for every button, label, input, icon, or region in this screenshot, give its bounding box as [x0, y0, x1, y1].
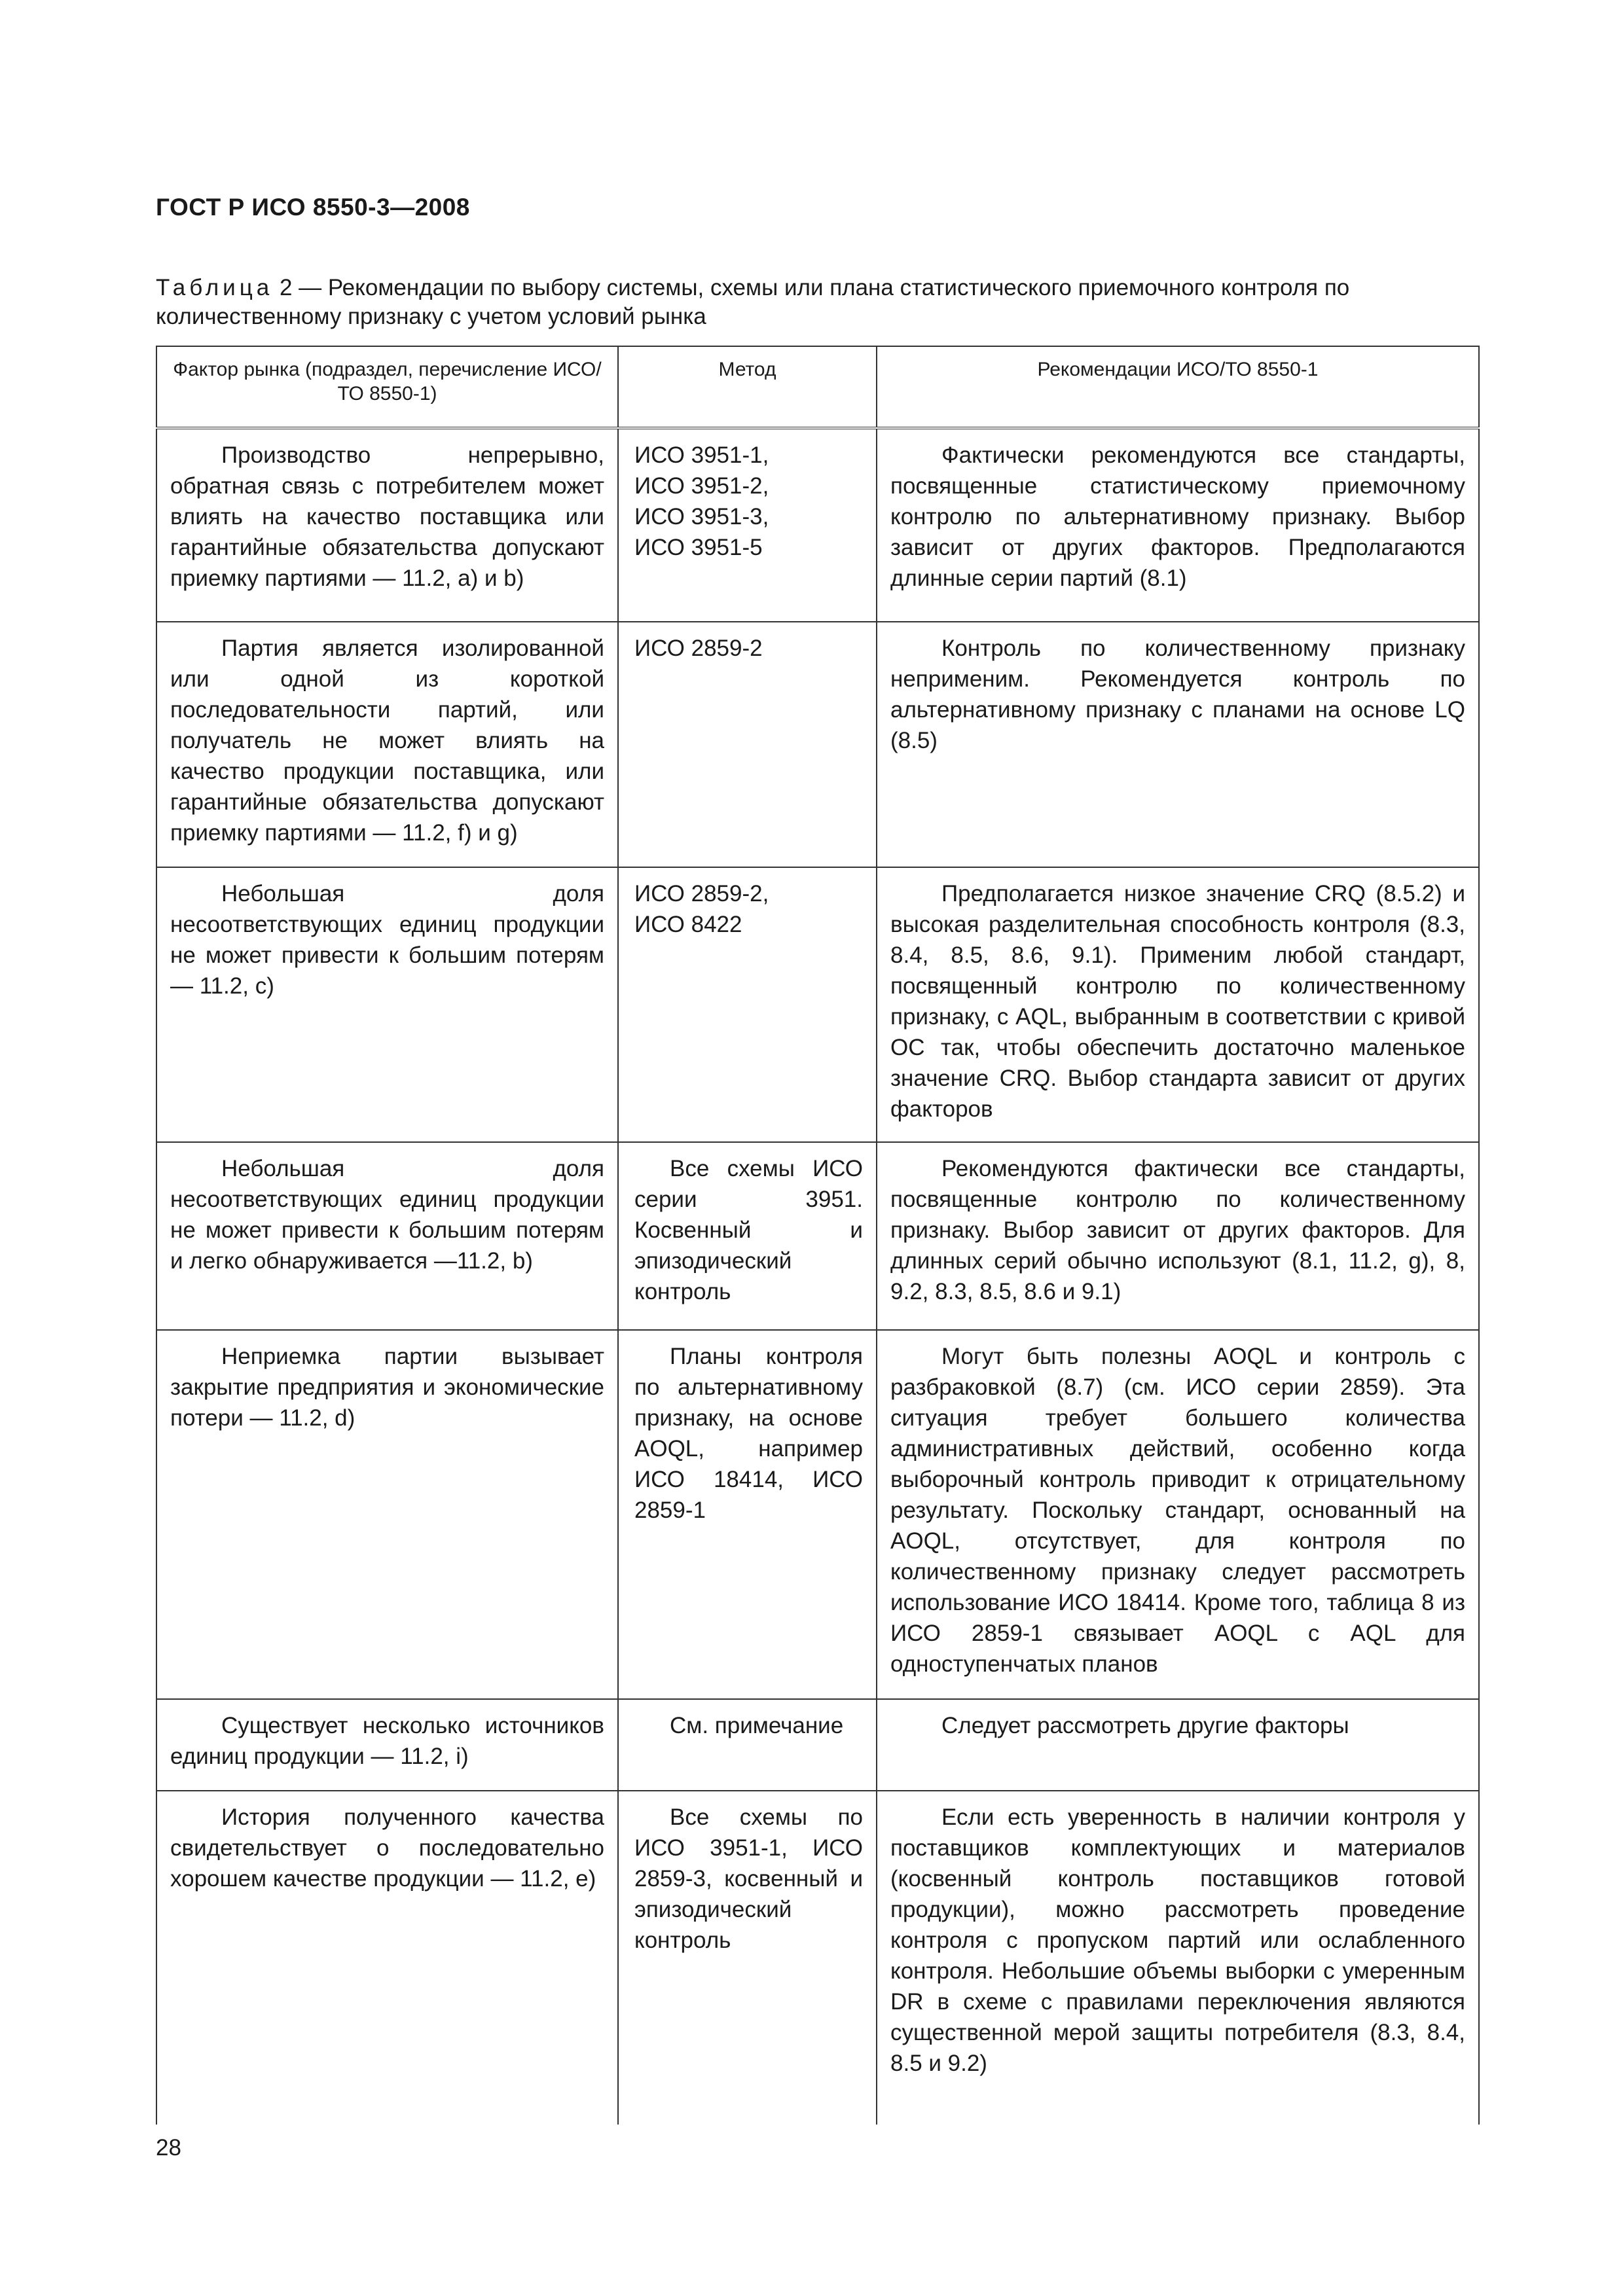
- method-cell: См. примечание: [618, 1699, 877, 1791]
- table-row: [156, 428, 1479, 622]
- factor-cell: Существует несколько источников единиц продукции — 11.2, i): [156, 1699, 618, 1791]
- table-header-row: [156, 346, 1479, 428]
- table-row: [156, 1791, 1479, 2125]
- document-code-header: ГОСТ Р ИСО 8550-3—2008: [156, 194, 470, 221]
- method-line: ИСО 2859-2,: [634, 881, 769, 906]
- column-header-method: Метод: [618, 346, 877, 428]
- factor-cell: История полученного качества свидетельствует о последовательно хорошем качестве продукции — 11.2, e): [156, 1791, 618, 2125]
- method-cell: [618, 867, 877, 1142]
- method-cell: [618, 428, 877, 622]
- table-row: [156, 1699, 1479, 1791]
- factor-cell: Небольшая доля несоответствующих единиц продукции не может привести к большим потерям и легко обнаруживается —11.2, b): [156, 1142, 618, 1330]
- recommendation-cell: Предполагается низкое значение CRQ (8.5.2) и высокая разделительная способность контроля (8.3, 8.4, 8.5, 8.6, 9.1). Применим любой стандарт, посвященный контролю по количественному признаку, с AQL, выбранным в соответствии с кривой ОС так, чтобы обеспечить достаточно маленькое значение CRQ. Выбор стандарта зависит от других факторов: [877, 867, 1479, 1142]
- method-cell: Планы контроля по альтернативному признаку, на основе AOQL, например ИСО 18414, ИСО 2859-1: [618, 1330, 877, 1699]
- column-header-recommendations: Рекомендации ИСО/ТО 8550-1: [877, 346, 1479, 428]
- factor-cell: Небольшая доля несоответствующих единиц продукции не может привести к большим потерям — 11.2, c): [156, 867, 618, 1142]
- method-cell: [618, 622, 877, 867]
- recommendation-cell: Фактически рекомендуются все стандарты, посвященные статистическому приемочному контролю по альтернативному признаку. Выбор зависит от других факторов. Предполагаются длинные серии партий (8.1): [877, 428, 1479, 622]
- method-line: ИСО 3951-2,: [634, 473, 769, 499]
- table-caption: [156, 274, 1478, 331]
- method-line: ИСО 3951-5: [634, 535, 763, 560]
- table-row: [156, 867, 1479, 1142]
- recommendation-cell: Могут быть полезны AOQL и контроль с разбраковкой (8.7) (см. ИСО серии 2859). Эта ситуация требует большего количества административных действий, особенно когда выборочный контроль приводит к отрицательному результату. Поскольку стандарт, основанный на AOQL, отсутствует, для контроля по количественному признаку следует рассмотреть использование ИСО 18414. Кроме того, таблица 8 из ИСО 2859-1 связывает AOQL с AQL для одноступенчатых планов: [877, 1330, 1479, 1699]
- recommendation-cell: Следует рассмотреть другие факторы: [877, 1699, 1479, 1791]
- recommendation-cell: Если есть уверенность в наличии контроля у поставщиков комплектующих и материалов (косвенный контроль поставщиков готовой продукции), можно рассмотреть проведение контроля с пропуском партий или ослабленного контроля. Небольшие объемы выборки с умеренным DR в схеме с правилами переключения являются существенной мерой защиты потребителя (8.3, 8.4, 8.5 и 9.2): [877, 1791, 1479, 2125]
- factor-cell: Неприемка партии вызывает закрытие предприятия и экономические потери — 11.2, d): [156, 1330, 618, 1699]
- table-caption-text: 2 — Рекомендации по выбору системы, схемы или плана статистического приемочного контроля по количественному признаку с учетом условий рынка: [156, 275, 1350, 329]
- method-line: ИСО 3951-3,: [634, 504, 769, 529]
- column-header-factor: Фактор рынка (подраздел, перечисление ИСО/ТО 8550-1): [156, 346, 618, 428]
- recommendation-cell: Рекомендуются фактически все стандарты, посвященные контролю по количественному признаку. Выбор зависит от других факторов. Для длинных серий обычно используют (8.1, 11.2, g), 8, 9.2, 8.3, 8.5, 8.6 и 9.1): [877, 1142, 1479, 1330]
- factor-cell: Производство непрерывно, обратная связь с потребителем может влиять на качество поставщика или гарантийные обязательства допускают приемку партиями — 11.2, a) и b): [156, 428, 618, 622]
- recommendation-cell: Контроль по количественному признаку неприменим. Рекомендуется контроль по альтернативному признаку с планами на основе LQ (8.5): [877, 622, 1479, 867]
- table-row: [156, 622, 1479, 867]
- table-caption-lead: Таблица: [156, 275, 274, 300]
- factor-cell: Партия является изолированной или одной из короткой последовательности партий, или получатель не может влиять на качество продукции поставщика, или гарантийные обязательства допускают приемку партиями — 11.2, f) и g): [156, 622, 618, 867]
- table-row: [156, 1142, 1479, 1330]
- method-line: ИСО 2859-2: [634, 636, 763, 661]
- table-row: [156, 1330, 1479, 1699]
- recommendations-table: [156, 346, 1480, 2125]
- method-cell: Все схемы ИСО серии 3951. Косвенный и эпизодический контроль: [618, 1142, 877, 1330]
- method-line: ИСО 3951-1,: [634, 442, 769, 468]
- method-cell: Все схемы по ИСО 3951-1, ИСО 2859-3, косвенный и эпизодический контроль: [618, 1791, 877, 2125]
- method-line: ИСО 8422: [634, 912, 742, 937]
- page-number: 28: [156, 2135, 181, 2161]
